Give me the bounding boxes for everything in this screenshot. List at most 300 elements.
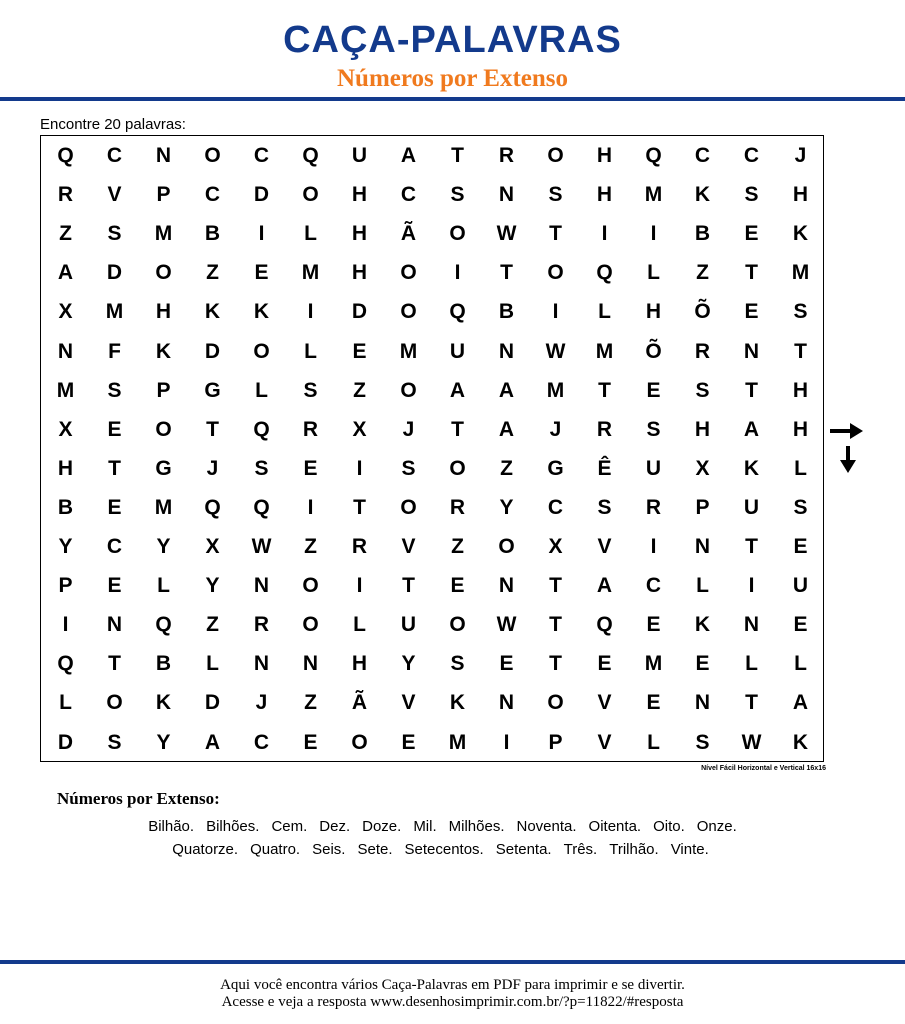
- grid-row: [41, 136, 823, 175]
- grid-letter[interactable]: Ã: [351, 691, 368, 715]
- grid-letter[interactable]: K: [792, 222, 809, 246]
- grid-letter[interactable]: V: [597, 535, 612, 558]
- grid-letter[interactable]: U: [645, 456, 662, 480]
- grid-letter[interactable]: R: [449, 495, 466, 519]
- grid-letter[interactable]: J: [206, 456, 219, 480]
- grid-letter[interactable]: P: [156, 378, 171, 402]
- grid-letter[interactable]: M: [595, 339, 614, 363]
- grid-letter[interactable]: M: [56, 378, 75, 402]
- grid-letter[interactable]: H: [155, 300, 172, 324]
- grid-letter[interactable]: Z: [206, 613, 219, 637]
- grid-letter[interactable]: R: [351, 535, 368, 558]
- grid-letter[interactable]: T: [108, 456, 121, 480]
- word-list-item: Onze.: [696, 818, 737, 835]
- grid-row: [41, 175, 823, 214]
- grid-letter[interactable]: T: [451, 417, 464, 441]
- grid-letter[interactable]: E: [646, 691, 661, 715]
- word-list-item: Setecentos.: [404, 841, 484, 858]
- grid-letter[interactable]: V: [597, 730, 612, 754]
- grid-letter[interactable]: M: [399, 339, 418, 363]
- grid-letter[interactable]: H: [351, 183, 368, 207]
- grid-letter[interactable]: I: [552, 300, 559, 324]
- bottom-divider: [0, 960, 905, 964]
- grid-letter[interactable]: Q: [596, 613, 613, 637]
- grid-letter[interactable]: T: [500, 261, 513, 285]
- grid-letter[interactable]: L: [304, 222, 317, 246]
- grid-letter[interactable]: J: [255, 691, 268, 715]
- grid-letter[interactable]: S: [107, 378, 122, 402]
- word-list-item: Vinte.: [670, 841, 709, 858]
- grid-row: [41, 449, 823, 488]
- grid-letter[interactable]: H: [596, 144, 613, 167]
- grid-letter[interactable]: K: [449, 691, 466, 715]
- grid-letter[interactable]: L: [647, 730, 660, 754]
- grid-row: [41, 292, 823, 331]
- grid-letter[interactable]: D: [57, 730, 74, 754]
- grid-row: [41, 723, 823, 762]
- grid-letter[interactable]: B: [694, 222, 711, 246]
- word-list-item: Oito.: [653, 818, 685, 835]
- grid-letter[interactable]: H: [351, 222, 368, 246]
- grid-letter[interactable]: V: [597, 691, 612, 715]
- grid-row: [41, 253, 823, 292]
- grid-letter[interactable]: Q: [253, 495, 270, 519]
- word-list-row-1: [0, 818, 895, 836]
- grid-letter[interactable]: T: [745, 378, 758, 402]
- grid-letter[interactable]: N: [155, 144, 172, 167]
- grid-letter[interactable]: I: [503, 730, 510, 754]
- grid-letter[interactable]: C: [694, 144, 711, 167]
- grid-letter[interactable]: S: [450, 183, 465, 207]
- grid-letter[interactable]: U: [449, 339, 466, 363]
- grid-letter[interactable]: E: [303, 730, 318, 754]
- grid-letter[interactable]: S: [548, 183, 563, 207]
- word-list-item: Oitenta.: [588, 818, 642, 835]
- grid-letter[interactable]: K: [694, 613, 711, 637]
- grid-letter[interactable]: N: [694, 691, 711, 715]
- grid-letter[interactable]: U: [351, 144, 368, 167]
- grid-letter[interactable]: H: [57, 456, 74, 480]
- grid-letter[interactable]: S: [450, 652, 465, 676]
- grid-letter[interactable]: N: [253, 652, 270, 676]
- grid-letter[interactable]: W: [251, 535, 272, 558]
- grid-letter[interactable]: Z: [451, 535, 464, 558]
- grid-letter[interactable]: W: [545, 339, 566, 363]
- grid-letter[interactable]: H: [792, 417, 809, 441]
- grid-letter[interactable]: X: [58, 417, 73, 441]
- grid-letter[interactable]: S: [107, 730, 122, 754]
- grid-letter[interactable]: A: [400, 144, 417, 167]
- grid-letter[interactable]: Q: [302, 144, 319, 167]
- grid-letter[interactable]: T: [451, 144, 464, 167]
- grid-letter[interactable]: Y: [401, 652, 416, 676]
- grid-letter[interactable]: N: [743, 613, 760, 637]
- word-list-item: Bilhões.: [206, 818, 260, 835]
- grid-letter[interactable]: R: [694, 339, 711, 363]
- grid-letter[interactable]: S: [646, 417, 661, 441]
- grid-letter[interactable]: L: [255, 378, 268, 402]
- grid-letter[interactable]: W: [496, 222, 517, 246]
- grid-letter[interactable]: H: [792, 183, 809, 207]
- grid-letter[interactable]: O: [351, 730, 368, 754]
- grid-letter[interactable]: M: [154, 495, 173, 519]
- word-search-grid: [40, 135, 824, 762]
- grid-letter[interactable]: E: [499, 652, 514, 676]
- grid-letter[interactable]: O: [547, 261, 564, 285]
- grid-letter[interactable]: J: [549, 417, 562, 441]
- word-list-item: Sete.: [357, 841, 393, 858]
- grid-letter[interactable]: Q: [645, 144, 662, 167]
- grid-letter[interactable]: A: [498, 417, 515, 441]
- grid-letter[interactable]: R: [253, 613, 270, 637]
- word-list-item: Noventa.: [516, 818, 577, 835]
- grid-letter[interactable]: Z: [59, 222, 72, 246]
- grid-letter[interactable]: O: [449, 222, 466, 246]
- grid-letter[interactable]: N: [106, 613, 123, 637]
- grid-letter[interactable]: E: [646, 378, 661, 402]
- grid-letter[interactable]: H: [694, 417, 711, 441]
- grid-letter[interactable]: U: [743, 495, 760, 519]
- grid-letter[interactable]: O: [400, 300, 417, 324]
- grid-letter[interactable]: Q: [449, 300, 466, 324]
- grid-letter[interactable]: J: [402, 417, 415, 441]
- grid-letter[interactable]: C: [253, 730, 270, 754]
- grid-letter[interactable]: Y: [156, 535, 171, 558]
- grid-letter[interactable]: I: [601, 222, 608, 246]
- grid-letter[interactable]: O: [204, 144, 221, 167]
- arrow-down-icon: [839, 446, 857, 474]
- grid-row: [41, 371, 823, 410]
- grid-letter[interactable]: T: [549, 574, 562, 598]
- grid-letter[interactable]: S: [303, 378, 318, 402]
- grid-letter[interactable]: I: [62, 613, 69, 637]
- grid-letter[interactable]: O: [106, 691, 123, 715]
- grid-letter[interactable]: M: [105, 300, 124, 324]
- grid-letter[interactable]: O: [253, 339, 270, 363]
- grid-letter[interactable]: E: [352, 339, 367, 363]
- grid-row: [41, 527, 823, 566]
- grid-letter[interactable]: B: [155, 652, 172, 676]
- grid-letter[interactable]: C: [204, 183, 221, 207]
- grid-letter[interactable]: E: [646, 613, 661, 637]
- grid-letter[interactable]: E: [107, 495, 122, 519]
- grid-letter[interactable]: W: [741, 730, 762, 754]
- word-list-item: Doze.: [362, 818, 402, 835]
- grid-letter[interactable]: K: [743, 456, 760, 480]
- grid-letter[interactable]: O: [400, 378, 417, 402]
- grid-letter[interactable]: S: [254, 456, 269, 480]
- grid-letter[interactable]: D: [204, 339, 221, 363]
- grid-letter[interactable]: E: [695, 652, 710, 676]
- grid-letter[interactable]: V: [401, 535, 416, 558]
- grid-letter[interactable]: H: [596, 183, 613, 207]
- grid-letter[interactable]: L: [647, 261, 660, 285]
- grid-letter[interactable]: E: [254, 261, 269, 285]
- grid-letter[interactable]: U: [400, 613, 417, 637]
- grid-letter[interactable]: S: [695, 730, 710, 754]
- grid-letter[interactable]: Q: [204, 495, 221, 519]
- grid-letter[interactable]: A: [596, 574, 613, 598]
- grid-letter[interactable]: Q: [155, 613, 172, 637]
- footer-text: Aqui você encontra vários Caça-Palavras em PDF para imprimir e se divertir.: [220, 977, 685, 993]
- grid-letter[interactable]: D: [253, 183, 270, 207]
- grid-letter[interactable]: I: [748, 574, 755, 598]
- grid-letter[interactable]: E: [401, 730, 416, 754]
- grid-letter[interactable]: I: [307, 300, 314, 324]
- grid-letter[interactable]: N: [498, 691, 515, 715]
- grid-letter[interactable]: A: [498, 378, 515, 402]
- grid-letter[interactable]: E: [793, 613, 808, 637]
- word-list-item: Setenta.: [495, 841, 552, 858]
- grid-letter[interactable]: M: [644, 652, 663, 676]
- grid-letter[interactable]: A: [204, 730, 221, 754]
- word-list-item: Cem.: [271, 818, 308, 835]
- grid-letter[interactable]: D: [204, 691, 221, 715]
- grid-letter[interactable]: R: [596, 417, 613, 441]
- level-label: Nível Fácil Horizontal e Vertical 16x16: [701, 765, 826, 772]
- grid-letter[interactable]: E: [107, 574, 122, 598]
- grid-letter[interactable]: V: [401, 691, 416, 715]
- grid-letter[interactable]: R: [57, 183, 74, 207]
- grid-letter[interactable]: X: [205, 535, 220, 558]
- grid-letter[interactable]: S: [597, 495, 612, 519]
- grid-letter[interactable]: O: [449, 613, 466, 637]
- grid-letter[interactable]: C: [645, 574, 662, 598]
- top-divider: [0, 97, 905, 101]
- grid-letter[interactable]: A: [449, 378, 466, 402]
- arrow-right-icon: [830, 422, 864, 440]
- grid-letter[interactable]: L: [157, 574, 170, 598]
- grid-letter[interactable]: Z: [206, 261, 219, 285]
- grid-letter[interactable]: O: [302, 183, 319, 207]
- grid-letter[interactable]: A: [57, 261, 74, 285]
- grid-letter[interactable]: E: [303, 456, 318, 480]
- grid-letter[interactable]: Y: [205, 574, 220, 598]
- grid-letter[interactable]: M: [301, 261, 320, 285]
- grid-letter[interactable]: C: [253, 144, 270, 167]
- word-list-item: Trilhão.: [609, 841, 659, 858]
- grid-letter[interactable]: T: [794, 339, 807, 363]
- grid-letter[interactable]: T: [549, 652, 562, 676]
- grid-letter[interactable]: O: [155, 417, 172, 441]
- grid-letter[interactable]: N: [743, 339, 760, 363]
- grid-letter[interactable]: Z: [304, 535, 317, 558]
- grid-letter[interactable]: P: [695, 495, 710, 519]
- grid-letter[interactable]: Y: [156, 730, 171, 754]
- grid-letter[interactable]: Z: [353, 378, 366, 402]
- grid-letter[interactable]: C: [547, 495, 564, 519]
- grid-letter[interactable]: V: [107, 183, 122, 207]
- grid-letter[interactable]: A: [743, 417, 760, 441]
- grid-row: [41, 605, 823, 644]
- grid-letter[interactable]: X: [58, 300, 73, 324]
- word-list-item: Quatro.: [250, 841, 301, 858]
- grid-letter[interactable]: P: [156, 183, 171, 207]
- grid-letter[interactable]: C: [106, 535, 123, 558]
- page-subtitle: Números por Extenso: [336, 65, 569, 92]
- grid-letter[interactable]: E: [793, 535, 808, 558]
- grid-letter[interactable]: O: [498, 535, 515, 558]
- grid-letter[interactable]: Z: [304, 691, 317, 715]
- grid-letter[interactable]: N: [57, 339, 74, 363]
- word-list-item: Milhões.: [448, 818, 505, 835]
- grid-letter[interactable]: H: [645, 300, 662, 324]
- grid-letter[interactable]: Y: [499, 495, 514, 519]
- word-list-item: Dez.: [319, 818, 351, 835]
- grid-letter[interactable]: H: [351, 261, 368, 285]
- grid-letter[interactable]: T: [549, 613, 562, 637]
- grid-letter[interactable]: K: [204, 300, 221, 324]
- grid-letter[interactable]: Q: [253, 417, 270, 441]
- grid-letter[interactable]: T: [402, 574, 415, 598]
- grid-letter[interactable]: L: [794, 652, 807, 676]
- word-list-item: Bilhão.: [148, 818, 195, 835]
- grid-letter[interactable]: I: [454, 261, 461, 285]
- grid-letter[interactable]: E: [744, 222, 759, 246]
- grid-letter[interactable]: L: [696, 574, 709, 598]
- grid-letter[interactable]: M: [154, 222, 173, 246]
- grid-letter[interactable]: H: [792, 378, 809, 402]
- grid-row: [41, 332, 823, 371]
- grid-letter[interactable]: R: [498, 144, 515, 167]
- word-list-title: Números por Extenso:: [57, 789, 220, 808]
- grid-letter[interactable]: T: [745, 261, 758, 285]
- grid-letter[interactable]: T: [549, 222, 562, 246]
- grid-letter[interactable]: N: [498, 183, 515, 207]
- grid-letter[interactable]: U: [792, 574, 809, 598]
- grid-letter[interactable]: L: [598, 300, 611, 324]
- grid-letter[interactable]: L: [304, 339, 317, 363]
- grid-letter[interactable]: R: [302, 417, 319, 441]
- grid-letter[interactable]: W: [496, 613, 517, 637]
- grid-letter[interactable]: K: [694, 183, 711, 207]
- grid-letter[interactable]: S: [793, 495, 808, 519]
- grid-letter[interactable]: K: [792, 730, 809, 754]
- grid-letter[interactable]: P: [548, 730, 563, 754]
- word-list-item: Seis.: [312, 841, 346, 858]
- grid-letter[interactable]: I: [650, 222, 657, 246]
- grid-letter[interactable]: L: [745, 652, 758, 676]
- word-list-row-2: [0, 841, 893, 859]
- grid-letter[interactable]: I: [258, 222, 265, 246]
- grid-letter[interactable]: P: [58, 574, 73, 598]
- grid-letter[interactable]: T: [745, 691, 758, 715]
- grid-letter[interactable]: O: [302, 574, 319, 598]
- grid-letter[interactable]: L: [59, 691, 72, 715]
- grid-letter[interactable]: K: [253, 300, 270, 324]
- grid-letter[interactable]: Y: [58, 535, 73, 558]
- grid-letter[interactable]: E: [744, 300, 759, 324]
- grid-letter[interactable]: N: [694, 535, 711, 558]
- grid-letter[interactable]: H: [351, 652, 368, 676]
- grid-letter[interactable]: C: [400, 183, 417, 207]
- grid-letter[interactable]: D: [106, 261, 123, 285]
- grid-letter[interactable]: I: [650, 535, 657, 558]
- grid-letter[interactable]: A: [792, 691, 809, 715]
- grid-letter[interactable]: E: [107, 417, 122, 441]
- grid-letter[interactable]: I: [307, 495, 314, 519]
- grid-letter[interactable]: T: [745, 535, 758, 558]
- grid-letter[interactable]: D: [351, 300, 368, 324]
- grid-letter[interactable]: O: [547, 144, 564, 167]
- grid-letter[interactable]: O: [449, 456, 466, 480]
- grid-letter[interactable]: K: [155, 339, 172, 363]
- grid-letter[interactable]: C: [106, 144, 123, 167]
- grid-letter[interactable]: R: [645, 495, 662, 519]
- grid-letter[interactable]: O: [400, 261, 417, 285]
- grid-letter[interactable]: Q: [57, 652, 74, 676]
- grid-letter[interactable]: T: [598, 378, 611, 402]
- footer-link-text[interactable]: Acesse e veja a resposta www.desenhosimprimir.com.br/?p=11822/#resposta: [221, 994, 684, 1010]
- grid-letter[interactable]: S: [107, 222, 122, 246]
- grid-letter[interactable]: B: [498, 300, 515, 324]
- grid-letter[interactable]: G: [155, 456, 172, 480]
- grid-letter[interactable]: L: [353, 613, 366, 637]
- grid-letter[interactable]: Ê: [597, 456, 612, 480]
- grid-letter[interactable]: Q: [57, 144, 74, 167]
- grid-letter[interactable]: Õ: [645, 339, 662, 363]
- grid-letter[interactable]: G: [204, 378, 221, 402]
- grid-letter[interactable]: X: [352, 417, 367, 441]
- grid-letter[interactable]: L: [794, 456, 807, 480]
- grid-letter[interactable]: Z: [500, 456, 513, 480]
- grid-letter[interactable]: Q: [596, 261, 613, 285]
- grid-letter[interactable]: G: [547, 456, 564, 480]
- grid-letter[interactable]: S: [744, 183, 759, 207]
- grid-letter[interactable]: M: [791, 261, 810, 285]
- grid-letter[interactable]: O: [547, 691, 564, 715]
- grid-letter[interactable]: T: [353, 495, 366, 519]
- grid-letter[interactable]: Ã: [400, 222, 417, 246]
- grid-letter[interactable]: N: [498, 339, 515, 363]
- grid-letter[interactable]: Õ: [694, 300, 711, 324]
- grid-letter[interactable]: N: [498, 574, 515, 598]
- grid-letter[interactable]: S: [401, 456, 416, 480]
- grid-letter[interactable]: M: [644, 183, 663, 207]
- grid-letter[interactable]: E: [597, 652, 612, 676]
- grid-letter[interactable]: F: [108, 339, 121, 363]
- grid-letter[interactable]: K: [155, 691, 172, 715]
- grid-letter[interactable]: T: [108, 652, 121, 676]
- grid-letter[interactable]: B: [204, 222, 221, 246]
- grid-letter[interactable]: I: [356, 574, 363, 598]
- grid-letter[interactable]: M: [448, 730, 467, 754]
- word-list-item: Quatorze.: [172, 841, 239, 858]
- grid-letter[interactable]: S: [793, 300, 808, 324]
- grid-letter[interactable]: I: [356, 456, 363, 480]
- grid-letter[interactable]: X: [548, 535, 563, 558]
- grid-letter[interactable]: N: [253, 574, 270, 598]
- grid-letter[interactable]: J: [794, 144, 807, 167]
- grid-row: [41, 683, 823, 722]
- grid-letter[interactable]: M: [546, 378, 565, 402]
- grid-letter[interactable]: N: [302, 652, 319, 676]
- word-list-item: Três.: [563, 841, 598, 858]
- grid-letter[interactable]: L: [206, 652, 219, 676]
- grid-row: [41, 644, 823, 683]
- grid-letter[interactable]: O: [302, 613, 319, 637]
- grid-letter[interactable]: E: [450, 574, 465, 598]
- grid-letter[interactable]: O: [400, 495, 417, 519]
- grid-letter[interactable]: O: [155, 261, 172, 285]
- grid-letter[interactable]: Z: [696, 261, 709, 285]
- grid-letter[interactable]: T: [206, 417, 219, 441]
- grid-letter[interactable]: B: [57, 495, 74, 519]
- grid-letter[interactable]: X: [695, 456, 710, 480]
- word-list-item: Mil.: [413, 818, 437, 835]
- grid-letter[interactable]: C: [743, 144, 760, 167]
- grid-letter[interactable]: S: [695, 378, 710, 402]
